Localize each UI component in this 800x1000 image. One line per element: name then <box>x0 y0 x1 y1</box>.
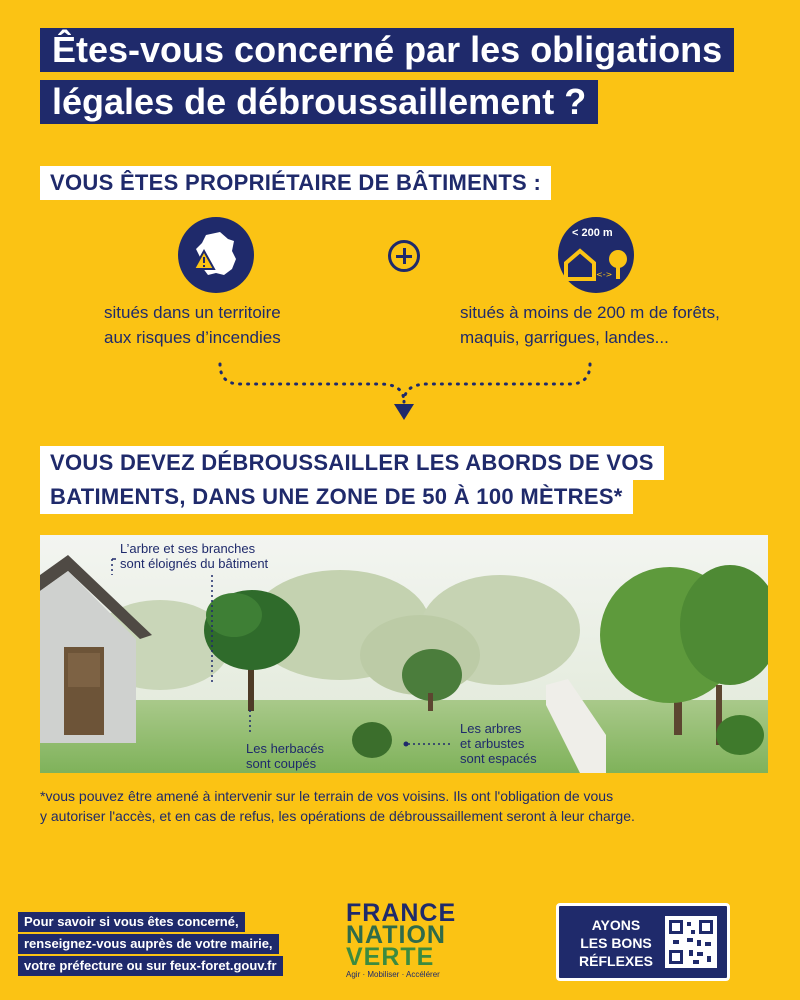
badge-line-2: LES BONS <box>580 935 652 951</box>
plus-icon <box>388 240 420 272</box>
right-caption-line-1: situés à moins de 200 m de forêts, <box>460 303 720 322</box>
owner-heading: VOUS ÊTES PROPRIÉTAIRE DE BÂTIMENTS : <box>40 166 551 200</box>
badge-text <box>571 916 661 970</box>
clearing-illustration <box>40 535 768 773</box>
title-line-2: légales de débroussaillement ? <box>40 80 598 124</box>
label-herb-line-2: sont coupés <box>246 756 317 771</box>
logo-line-1: FRANCE <box>346 899 457 927</box>
label-tree-line-1: L’arbre et ses branches <box>120 541 256 556</box>
label-spaced <box>460 721 537 766</box>
info-line-2: renseignez-vous auprès de votre mairie, <box>18 934 279 954</box>
distance-label: < 200 m <box>572 227 613 239</box>
left-caption-line-1: situés dans un territoire <box>104 303 281 322</box>
badge-line-3: RÉFLEXES <box>579 953 653 969</box>
label-herb-line-1: Les herbacés <box>246 741 325 756</box>
badge-line-1: AYONS <box>591 917 641 933</box>
clearing-heading-line-2: BATIMENTS, DANS UNE ZONE DE 50 À 100 MÈTRES* <box>40 480 633 514</box>
title-line-1: Êtes-vous concerné par les obligations <box>40 28 734 72</box>
label-spaced-line-2: et arbustes <box>460 736 525 751</box>
label-spaced-line-1: Les arbres <box>460 721 522 736</box>
france-nation-verte-logo <box>346 899 466 979</box>
footnote-line-2: y autoriser l'accès, et en cas de refus, les opérations de débroussaillement seront à leur charge. <box>40 808 635 824</box>
info-box <box>18 912 283 978</box>
house-distance-icon <box>558 217 634 293</box>
footnote-line-1: *vous pouvez être amené à intervenir sur le terrain de vos voisins. Ils ont l'obligation de vous <box>40 788 614 804</box>
svg-text:<->: <-> <box>596 270 613 279</box>
good-reflexes-badge <box>556 903 730 981</box>
label-tree-line-2: sont éloignés du bâtiment <box>120 556 269 571</box>
left-caption <box>104 300 281 350</box>
right-caption-line-2: maquis, garrigues, landes... <box>460 328 669 347</box>
label-tree <box>120 541 268 571</box>
info-line-1: Pour savoir si vous êtes concerné, <box>18 912 245 932</box>
label-herb <box>246 741 324 771</box>
dotted-connector-arrow <box>200 358 610 428</box>
info-line-3: votre préfecture ou sur feux-foret.gouv.fr <box>18 956 283 976</box>
left-caption-line-2: aux risques d’incendies <box>104 328 281 347</box>
logo-tagline: Agir · Mobiliser · Accélérer <box>346 970 440 979</box>
logo-line-3: VERTE <box>346 943 435 971</box>
qr-code-icon[interactable] <box>665 916 717 968</box>
logo-line-2: NATION <box>346 921 446 949</box>
footnote <box>40 786 760 826</box>
right-caption <box>460 300 720 350</box>
clearing-heading-line-1: VOUS DEVEZ DÉBROUSSAILLER LES ABORDS DE VOS <box>40 446 664 480</box>
france-fire-risk-icon <box>178 217 254 293</box>
label-spaced-line-3: sont espacés <box>460 751 537 766</box>
